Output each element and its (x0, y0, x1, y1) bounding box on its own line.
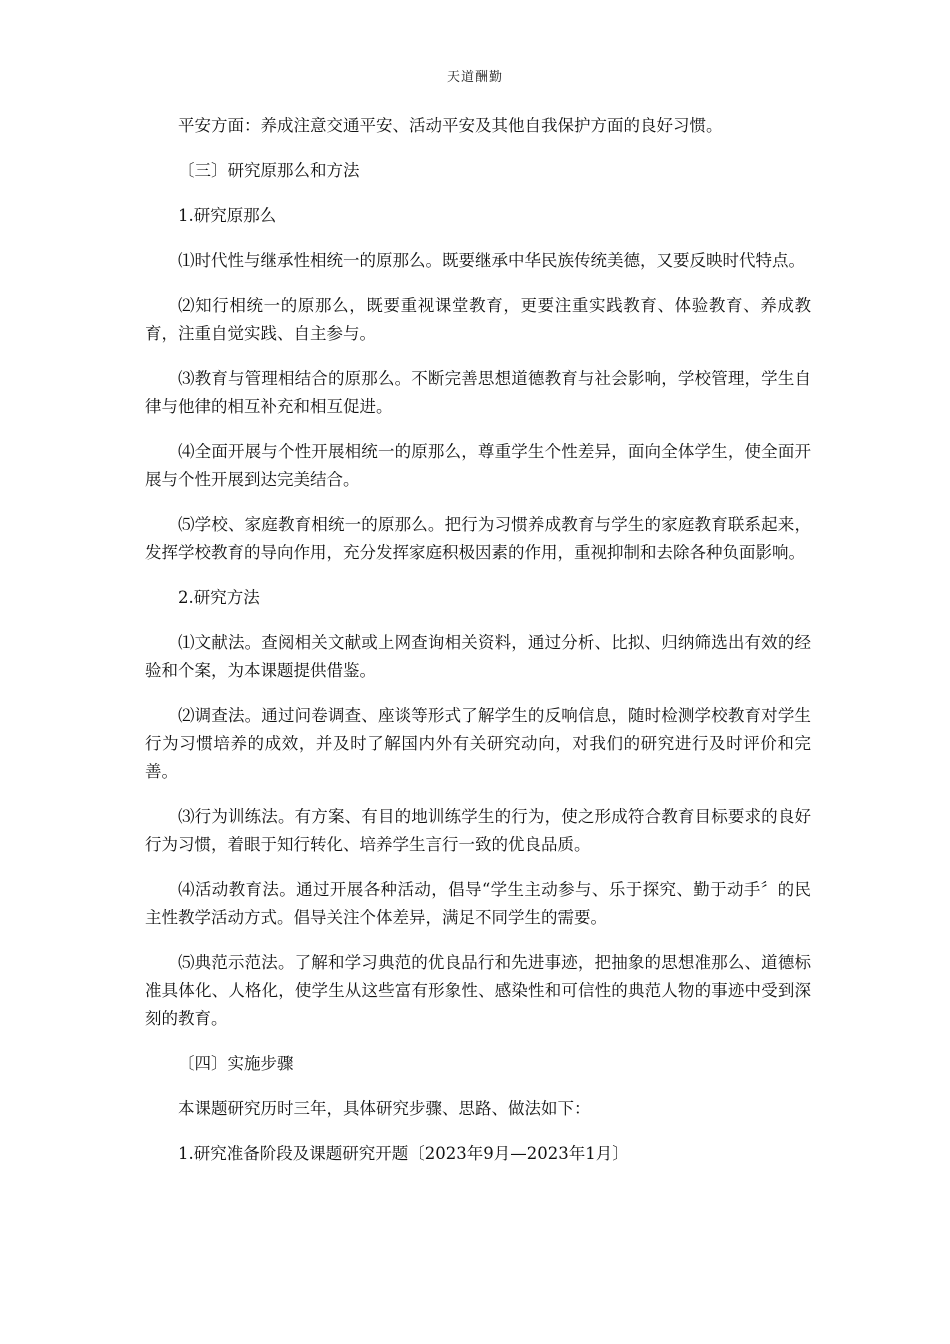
page-header: 天道酬勤 (446, 70, 503, 85)
document-body (145, 112, 811, 1185)
principle-item-1: ⑴时代性与继承性相统一的原那么。既要继承中华民族传统美德，又要反映时代特点。 (178, 251, 805, 270)
subheading-principles: 1.研究原那么 (178, 206, 277, 225)
method-item-1: ⑴文献法。查阅相关文献或上网查询相关资料，通过分析、比拟、归纳筛选出有效的经验和个案，为本课题提供借鉴。 (145, 633, 811, 680)
subheading-methods: 2.研究方法 (178, 588, 260, 607)
method-item-4: ⑷活动教育法。通过开展各种活动，倡导“学生主动参与、乐于探究、勤于动手〞的民主性教学活动方式。倡导关注个体差异，满足不同学生的需要。 (145, 880, 811, 927)
method-item-2: ⑵调查法。通过问卷调查、座谈等形式了解学生的反响信息，随时检测学校教育对学生行为习惯培养的成效，并及时了解国内外有关研究动向，对我们的研究进行及时评价和完善。 (145, 706, 811, 781)
method-item-5: ⑸典范示范法。了解和学习典范的优良品行和先进事迹，把抽象的思想准那么、道德标准具体化、人格化，使学生从这些富有形象性、感染性和可信性的典范人物的事迹中受到深刻的教育。 (145, 953, 811, 1028)
method-item-3: ⑶行为训练法。有方案、有目的地训练学生的行为，使之形成符合教育目标要求的良好行为习惯，着眼于知行转化、培养学生言行一致的优良品质。 (145, 807, 811, 854)
principle-item-3: ⑶教育与管理相结合的原那么。不断完善思想道德教育与社会影响，学校管理，学生自律与他律的相互补充和相互促进。 (145, 369, 811, 416)
implementation-step-1: 1.研究准备阶段及课题研究开题〔2023年9月—2023年1月〕 (178, 1144, 629, 1163)
implementation-intro: 本课题研究历时三年，具体研究步骤、思路、做法如下： (178, 1099, 591, 1118)
section-heading-principles-methods: 〔三〕研究原那么和方法 (178, 161, 360, 180)
section-heading-implementation: 〔四〕实施步骤 (178, 1054, 294, 1073)
paragraph-safety: 平安方面：养成注意交通平安、活动平安及其他自我保护方面的良好习惯。 (178, 116, 723, 135)
principle-item-4: ⑷全面开展与个性开展相统一的原那么，尊重学生个性差异，面向全体学生，使全面开展与个性开展到达完美结合。 (145, 442, 811, 489)
principle-item-5: ⑸学校、家庭教育相统一的原那么。把行为习惯养成教育与学生的家庭教育联系起来，发挥学校教育的导向作用，充分发挥家庭积极因素的作用，重视抑制和去除各种负面影响。 (145, 515, 811, 562)
principle-item-2: ⑵知行相统一的原那么，既要重视课堂教育，更要注重实践教育、体验教育、养成教育，注重自觉实践、自主参与。 (145, 296, 811, 343)
